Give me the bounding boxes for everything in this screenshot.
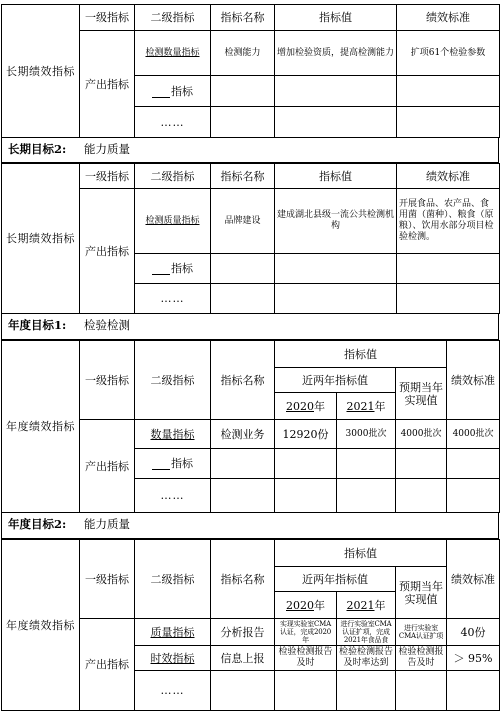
- blank-line: [152, 458, 170, 470]
- standard-cell: 开展食品、农产品、食用菌（菌种）、粮食（原粮）、饮用水部分项目检验检测。: [397, 189, 500, 254]
- standard-cell: ＞ 95%: [447, 646, 500, 671]
- header-level1: 一级指标: [80, 164, 135, 189]
- header-name: 指标名称: [211, 341, 275, 420]
- standard-cell: [447, 479, 500, 513]
- level1-cell: 产出指标: [80, 420, 135, 513]
- long-term-indicator-table-2: [1, 163, 500, 314]
- name-cell: [211, 671, 275, 711]
- header-year-2021: 2021年: [337, 592, 396, 619]
- goal-label: 长期目标2:: [8, 142, 67, 156]
- level2-cell: ……: [135, 671, 211, 711]
- standard-cell: 4000批次: [447, 420, 500, 449]
- expected-cell: 4000批次: [396, 420, 447, 449]
- level2-cell: 数量指标: [135, 420, 211, 449]
- name-cell: 品牌建设: [211, 189, 275, 254]
- goal-year-1-row: [1, 313, 499, 340]
- value-2021-cell: 3000批次: [337, 420, 396, 449]
- value-cell: [275, 76, 397, 107]
- header-level1: 一级指标: [80, 540, 135, 619]
- annual-indicator-table-2: [1, 539, 500, 711]
- value-2020-cell: [275, 671, 337, 711]
- level2-cell: ……: [135, 107, 211, 138]
- value-2020-cell: [275, 479, 337, 513]
- standard-cell: [447, 449, 500, 479]
- header-value: 指标值: [275, 164, 397, 189]
- level2-cell: 质量指标: [135, 619, 211, 646]
- header-level2: 二级指标: [135, 164, 211, 189]
- row-label: 长期绩效指标: [2, 5, 80, 138]
- header-name: 指标名称: [211, 540, 275, 619]
- level2-cell: ……: [135, 479, 211, 513]
- name-cell: [211, 254, 275, 284]
- expected-cell: [396, 479, 447, 513]
- value-cell: 建成湖北县级一流公共检测机构: [275, 189, 397, 254]
- standard-cell: [447, 671, 500, 711]
- header-expected: 预期当年实现值: [396, 567, 447, 619]
- level2-cell: 指标: [135, 254, 211, 284]
- blank-line: [152, 263, 170, 275]
- header-recent: 近两年指标值: [275, 368, 396, 393]
- standard-cell: 扩项61个检验参数: [397, 31, 500, 76]
- value-cell: [275, 107, 397, 138]
- header-level2: 二级指标: [135, 540, 211, 619]
- name-cell: [211, 76, 275, 107]
- value-2021-cell: 检验检测报告及时率达到: [337, 646, 396, 671]
- header-year-2020: 2020年: [275, 592, 337, 619]
- level2-cell: 指标: [135, 449, 211, 479]
- level2-cell: ……: [135, 284, 211, 314]
- value-2021-cell: [337, 449, 396, 479]
- row-label: 长期绩效指标: [2, 164, 80, 314]
- header-value: 指标值: [275, 540, 447, 567]
- expected-cell: 检验检测报告及时: [396, 646, 447, 671]
- header-value: 指标值: [275, 341, 447, 368]
- value-2020-cell: 实现实验室CMA认证，完成2020年: [275, 619, 337, 646]
- header-level2: 二级指标: [135, 341, 211, 420]
- header-recent: 近两年指标值: [275, 567, 396, 592]
- header-year-2021: 2021年: [337, 393, 396, 420]
- goal-value: 检验检测: [84, 318, 130, 332]
- goal-long-2-row: [1, 137, 499, 163]
- value-2021-cell: [337, 671, 396, 711]
- value-2020-cell: 12920份: [275, 420, 337, 449]
- value-2020-cell: [275, 449, 337, 479]
- standard-cell: [397, 76, 500, 107]
- value-2021-cell: 进行实验室CMA认证扩项，完成2021年食品食: [337, 619, 396, 646]
- name-cell: 分析报告: [211, 619, 275, 646]
- header-expected: 预期当年实现值: [396, 368, 447, 420]
- value-cell: [275, 284, 397, 314]
- row-label: 年度绩效指标: [2, 540, 80, 711]
- value-2020-cell: 检验检测报告及时: [275, 646, 337, 671]
- header-name: 指标名称: [211, 5, 275, 31]
- goal-label: 年度目标1:: [8, 318, 67, 332]
- level1-cell: 产出指标: [80, 189, 135, 314]
- value-cell: 增加检验资质，提高检测能力: [275, 31, 397, 76]
- standard-cell: 40份: [447, 619, 500, 646]
- expected-cell: 进行实验室CMA认证扩项: [396, 619, 447, 646]
- expected-cell: [396, 671, 447, 711]
- name-cell: 信息上报: [211, 646, 275, 671]
- level2-cell: 指标: [135, 76, 211, 107]
- value-cell: [275, 254, 397, 284]
- blank-line: [152, 86, 170, 98]
- name-cell: [211, 479, 275, 513]
- name-cell: [211, 107, 275, 138]
- expected-cell: [396, 449, 447, 479]
- goal-value: 能力质量: [84, 142, 130, 156]
- name-cell: 检测能力: [211, 31, 275, 76]
- standard-cell: [397, 284, 500, 314]
- header-standard: 绩效标准: [397, 164, 500, 189]
- header-value: 指标值: [275, 5, 397, 31]
- level2-cell: 检测质量指标: [135, 189, 211, 254]
- header-level1: 一级指标: [80, 341, 135, 420]
- header-level2: 二级指标: [135, 5, 211, 31]
- standard-cell: [397, 254, 500, 284]
- level1-cell: 产出指标: [80, 619, 135, 711]
- name-cell: 检测业务: [211, 420, 275, 449]
- header-year-2020: 2020年: [275, 393, 337, 420]
- level1-cell: 产出指标: [80, 31, 135, 138]
- header-standard: 绩效标准: [447, 341, 500, 420]
- standard-cell: [397, 107, 500, 138]
- level2-cell: 时效指标: [135, 646, 211, 671]
- value-2021-cell: [337, 479, 396, 513]
- header-level1: 一级指标: [80, 5, 135, 31]
- goal-value: 能力质量: [84, 517, 130, 531]
- header-standard: 绩效标准: [397, 5, 500, 31]
- goal-label: 年度目标2:: [8, 517, 67, 531]
- annual-indicator-table-1: [1, 340, 500, 513]
- level2-cell: 检测数量指标: [135, 31, 211, 76]
- long-term-indicator-table-1: [1, 4, 500, 138]
- header-standard: 绩效标准: [447, 540, 500, 619]
- goal-year-2-row: [1, 512, 499, 539]
- name-cell: [211, 449, 275, 479]
- name-cell: [211, 284, 275, 314]
- header-name: 指标名称: [211, 164, 275, 189]
- row-label: 年度绩效指标: [2, 341, 80, 513]
